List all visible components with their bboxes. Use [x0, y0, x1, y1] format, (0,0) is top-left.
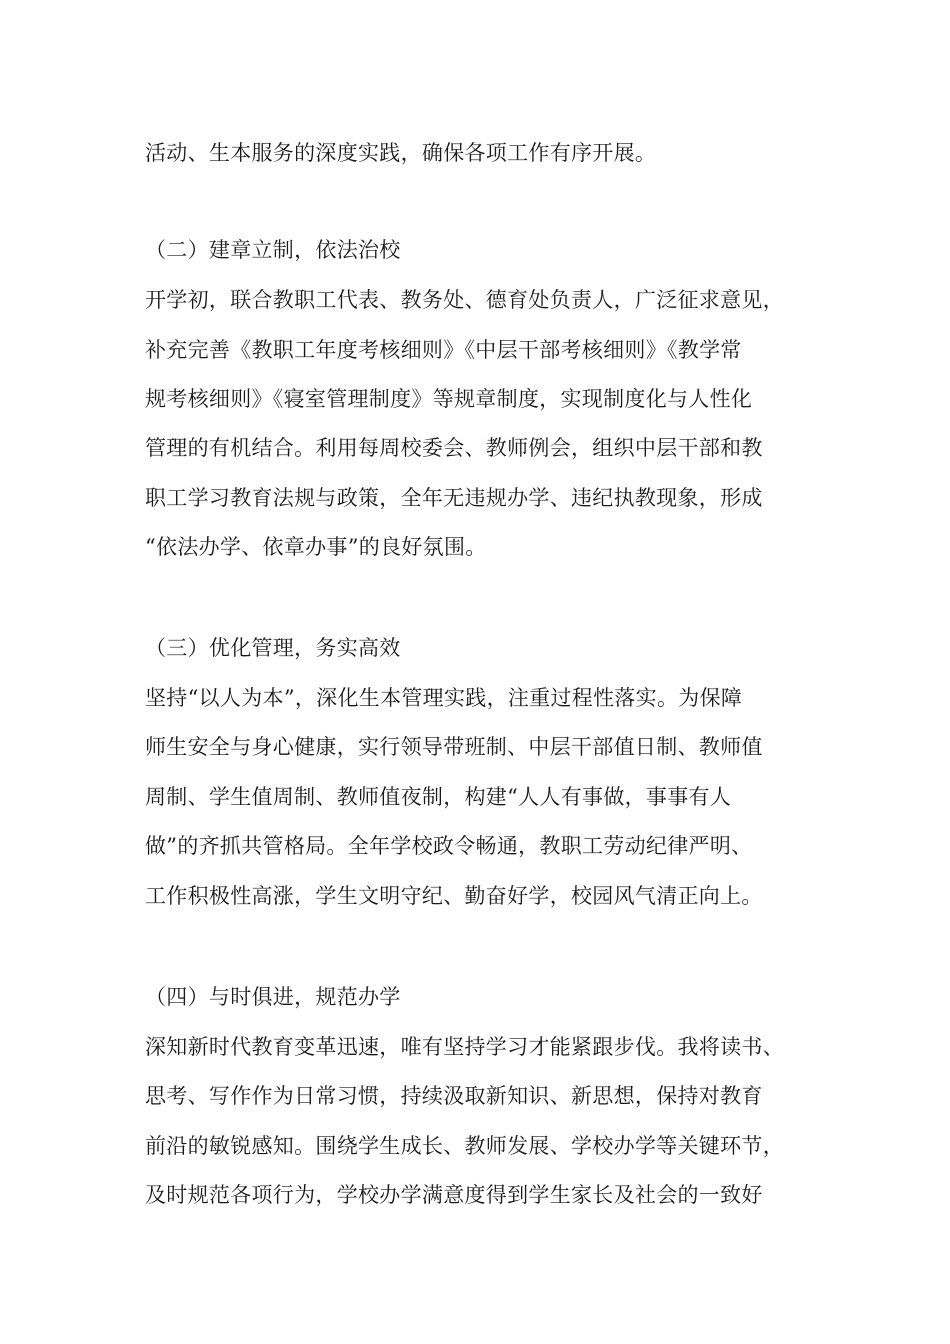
paragraph-line: 思考、写作作为日常习惯，持续汲取新知识、新思想，保持对教育	[145, 1084, 763, 1108]
paragraph-line: 深知新时代教育变革迅速，唯有坚持学习才能紧跟步伐。我将读书、	[145, 1035, 784, 1059]
paragraph-line: 工作积极性高涨，学生文明守纪、勤奋好学，校园风气清正向上。	[145, 884, 763, 908]
section-heading: （二）建章立制，依法治校	[145, 238, 401, 262]
paragraph-line: “依法办学、依章办事”的良好氛围。	[145, 535, 487, 559]
paragraph-line: 及时规范各项行为，学校办学满意度得到学生家长及社会的一致好	[145, 1183, 763, 1207]
paragraph-line: 坚持“以人为本”，深化生本管理实践，注重过程性落实。为保障	[145, 686, 743, 710]
paragraph-line: 管理的有机结合。利用每周校委会、教师例会，组织中层干部和教	[145, 436, 763, 460]
paragraph-line: 活动、生本服务的深度实践，确保各项工作有序开展。	[145, 141, 657, 165]
section-heading: （三）优化管理，务实高效	[145, 636, 401, 660]
paragraph-line: 师生安全与身心健康，实行领导带班制、中层干部值日制、教师值	[145, 735, 763, 759]
paragraph-line: 职工学习教育法规与政策，全年无违规办学、违纪执教现象，形成	[145, 486, 763, 510]
paragraph-line: 开学初，联合教职工代表、教务处、德育处负责人，广泛征求意见，	[145, 288, 784, 312]
paragraph-line: 周制、学生值周制、教师值夜制，构建“人人有事做，事事有人	[145, 785, 732, 809]
paragraph-line: 补充完善《教职工年度考核细则》《中层干部考核细则》《教学常	[145, 338, 742, 362]
paragraph-line: 规考核细则》《寝室管理制度》等规章制度，实现制度化与人性化	[145, 387, 753, 411]
paragraph-line: 做”的齐抓共管格局。全年学校政令畅通，教职工劳动纪律严明、	[145, 834, 753, 858]
paragraph-line: 前沿的敏锐感知。围绕学生成长、教师发展、学校办学等关键环节，	[145, 1134, 784, 1158]
section-heading: （四）与时俱进，规范办学	[145, 985, 401, 1009]
